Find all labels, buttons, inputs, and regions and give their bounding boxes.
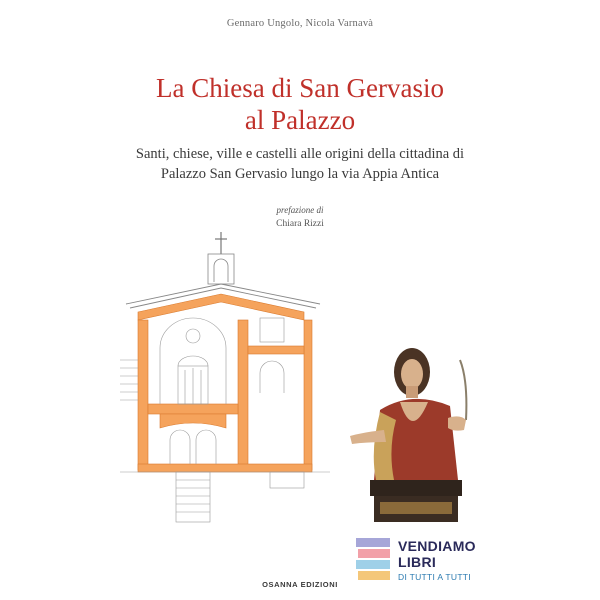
stacked-books-icon [356, 536, 392, 588]
saint-bust-image [340, 340, 490, 530]
preface-label: prefazione di [276, 205, 324, 215]
section-walls [138, 294, 312, 472]
crypt [170, 430, 304, 522]
book-subtitle [0, 144, 600, 184]
interior-details [120, 318, 330, 472]
church-section-drawing [120, 228, 330, 528]
preface-author: Chiara Rizzi [276, 219, 324, 229]
badge-tagline: DI TUTTI A TUTTI [398, 572, 471, 582]
cross-icon [215, 232, 227, 254]
subtitle-line-1: Santi, chiese, ville e castelli alle origini della cittadina di [135, 146, 465, 162]
subtitle-line-2: Palazzo San Gervasio lungo la via Appia Antica [160, 166, 440, 182]
title-line-1: La Chiesa di San Gervasio [156, 73, 444, 103]
title-line-2: al Palazzo [244, 105, 356, 135]
badge-word-vendiamo: VENDIAMO [398, 538, 476, 554]
authors: Gennaro Ungolo, Nicola Varnavà [226, 18, 374, 29]
book-title [0, 72, 600, 136]
vendiamo-libri-logo [356, 536, 506, 588]
bell-gable [208, 254, 234, 284]
publisher-name: OSANNA EDIZIONI [262, 580, 338, 589]
badge-word-libri: LIBRI [398, 554, 437, 570]
